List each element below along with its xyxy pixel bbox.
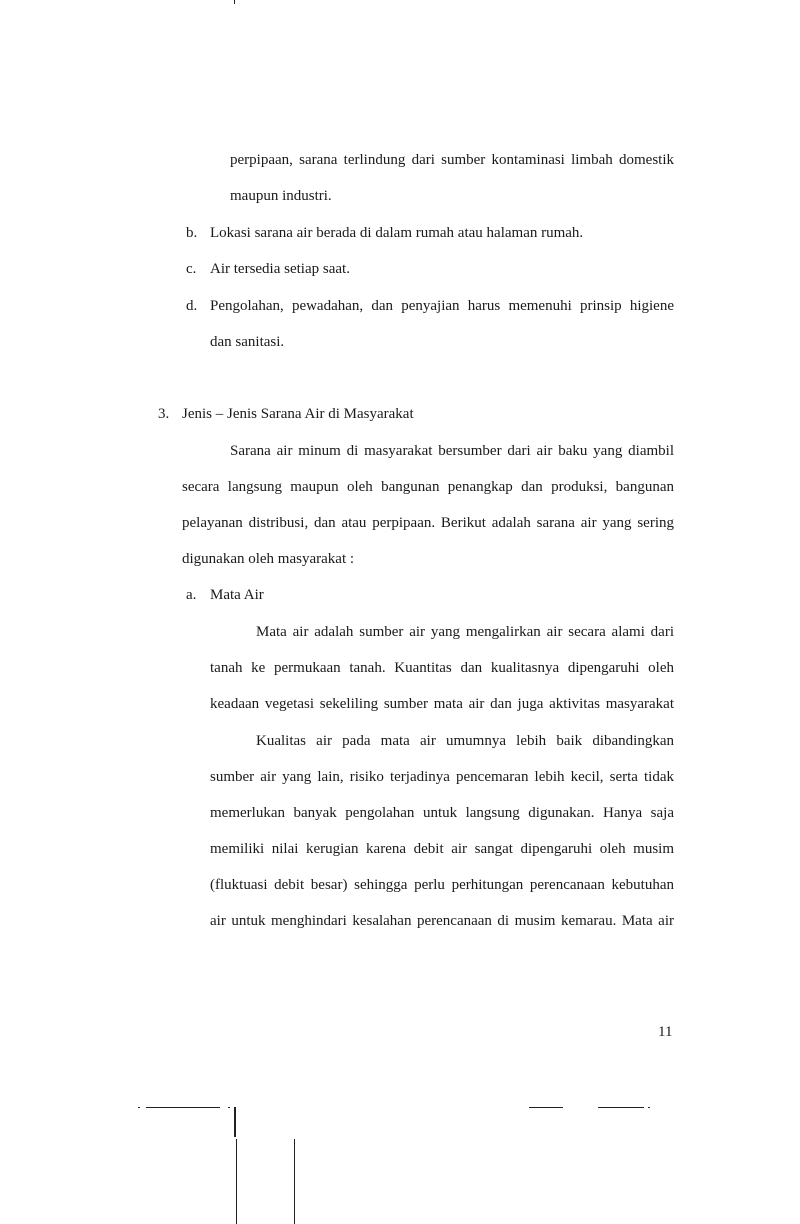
paragraph-line: Sarana air minum di masyarakat bersumber dari air baku yang diambil <box>230 443 674 459</box>
paragraph-line: keadaan vegetasi sekeliling sumber mata air dan juga aktivitas masyarakat <box>210 696 674 712</box>
scan-mark <box>234 0 235 4</box>
scan-mark <box>146 1107 220 1108</box>
scan-mark <box>598 1107 644 1108</box>
section-heading: Jenis – Jenis Sarana Air di Masyarakat <box>182 406 414 422</box>
scan-mark <box>529 1107 563 1108</box>
paragraph-line: pelayanan distribusi, dan atau perpipaan. Berikut adalah sarana air yang sering <box>182 515 674 531</box>
paragraph-line: Mata air adalah sumber air yang mengalirkan air secara alami dari <box>256 624 674 640</box>
list-item-text: dan sanitasi. <box>210 334 285 350</box>
scan-mark <box>236 1139 237 1224</box>
page-number: 11 <box>658 1024 673 1040</box>
scan-mark <box>648 1107 650 1108</box>
list-item-text: Air tersedia setiap saat. <box>210 261 350 277</box>
paragraph-line: secara langsung maupun oleh bangunan penangkap dan produksi, bangunan <box>182 479 674 495</box>
sub-heading: Mata Air <box>210 587 264 603</box>
list-marker: c. <box>186 261 197 277</box>
scan-mark <box>138 1107 140 1108</box>
list-marker: d. <box>186 298 198 314</box>
paragraph-line: air untuk menghindari kesalahan perencanaan di musim kemarau. Mata air <box>210 913 674 929</box>
list-item-text: Pengolahan, pewadahan, dan penyajian harus memenuhi prinsip higiene <box>210 298 674 314</box>
continuation-line: maupun industri. <box>230 188 332 204</box>
paragraph-line: memerlukan banyak pengolahan untuk langsung digunakan. Hanya saja <box>210 805 674 821</box>
scan-mark <box>234 1107 236 1137</box>
list-item-text: Lokasi sarana air berada di dalam rumah atau halaman rumah. <box>210 225 584 241</box>
scan-mark <box>228 1107 230 1108</box>
paragraph-line: (fluktuasi debit besar) sehingga perlu perhitungan perencanaan kebutuhan <box>210 877 674 893</box>
scan-mark <box>294 1139 295 1224</box>
paragraph-line: sumber air yang lain, risiko terjadinya pencemaran lebih kecil, serta tidak <box>210 769 674 785</box>
list-marker: a. <box>186 587 197 603</box>
paragraph-line: memiliki nilai kerugian karena debit air sangat dipengaruhi oleh musim <box>210 841 674 857</box>
continuation-line: perpipaan, sarana terlindung dari sumber kontaminasi limbah domestik <box>230 152 674 168</box>
list-marker: b. <box>186 225 198 241</box>
paragraph-line: tanah ke permukaan tanah. Kuantitas dan kualitasnya dipengaruhi oleh <box>210 660 674 676</box>
paragraph-line: Kualitas air pada mata air umumnya lebih baik dibandingkan <box>256 733 674 749</box>
section-number: 3. <box>158 406 170 422</box>
paragraph-line: digunakan oleh masyarakat : <box>182 551 355 567</box>
